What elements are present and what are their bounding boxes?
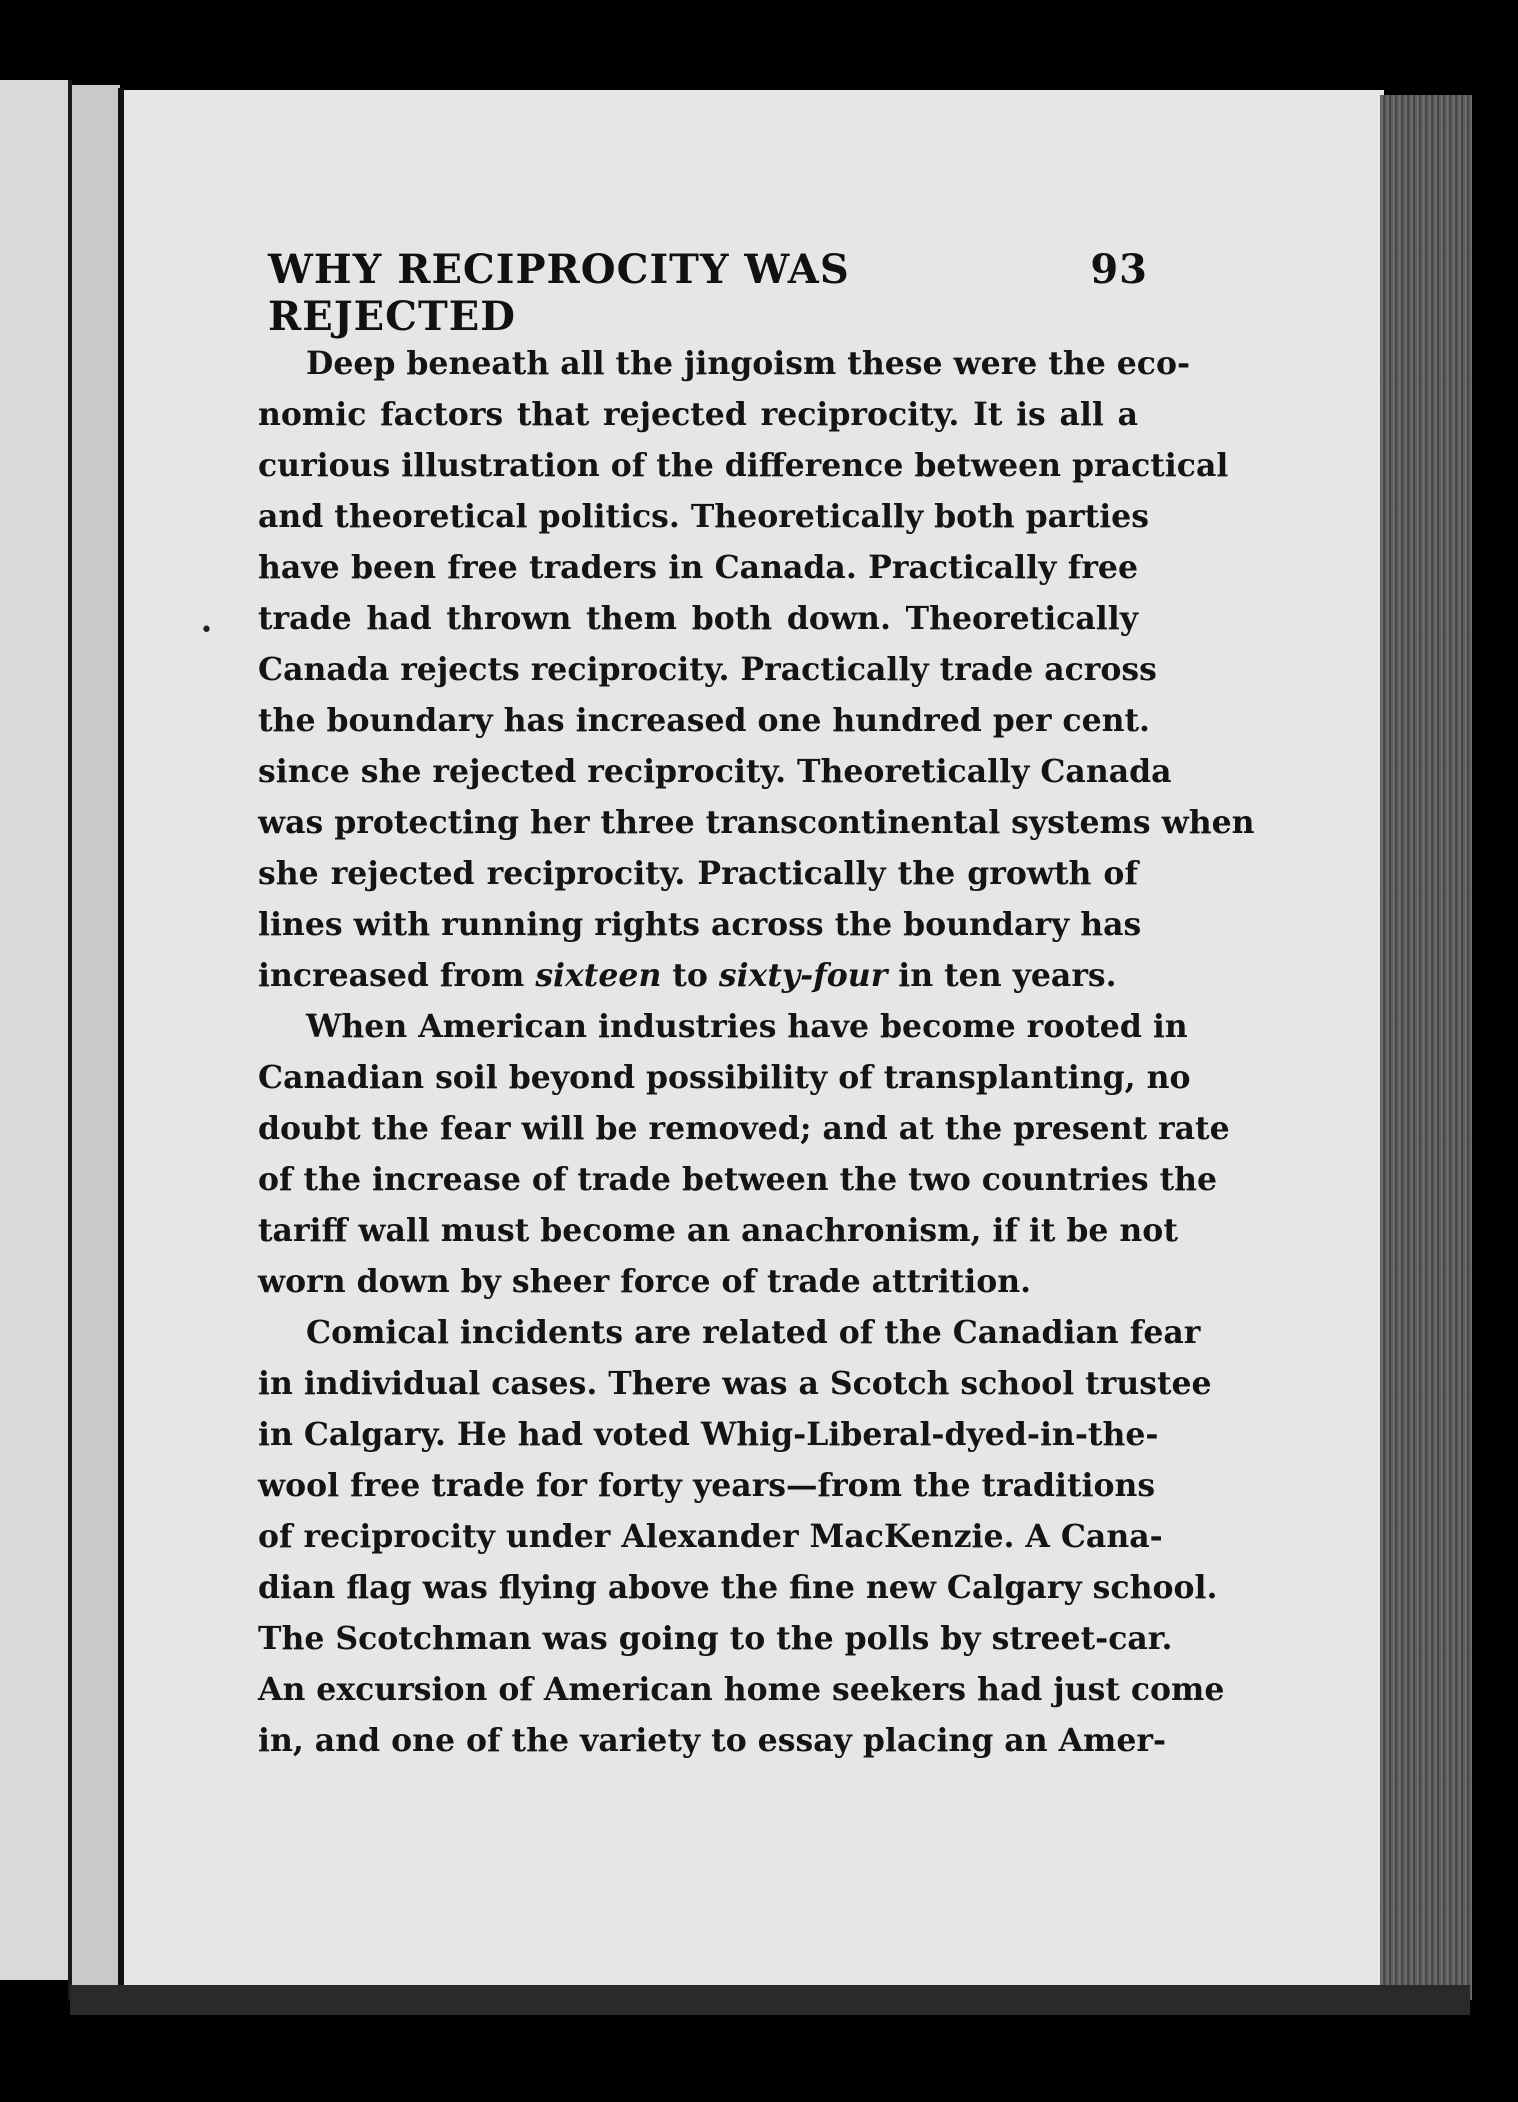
text-line: lines with running rights across the boundary has [258,906,1142,943]
stacked-page-edges [1380,95,1472,2000]
text-line: Comical incidents are related of the Canadian fear [306,1314,1201,1351]
paragraph-3 [258,1307,1225,1766]
text-line: curious illustration of the difference between practical [258,447,1229,484]
text-line: and theoretical politics. Theoretically both parties [258,498,1149,535]
margin-mark: • [200,618,213,643]
text-line: of reciprocity under Alexander MacKenzie. A Cana- [258,1518,1163,1555]
book-gutter [72,85,120,2000]
text-line: tariff wall must become an anachronism, if it be not [258,1212,1178,1249]
text-line: was protecting her three transcontinental systems when [258,804,1255,841]
text-line: wool free trade for forty years—from the traditions [258,1467,1156,1504]
text-line: since she rejected reciprocity. Theoretically Canada [258,753,1172,790]
page-bottom-shadow [70,1985,1470,2015]
facing-page-edge [0,80,68,1980]
text-run: to [661,957,719,994]
text-run: in ten years. [887,957,1117,994]
running-head-title: WHY RECIPROCITY WAS REJECTED [268,246,850,340]
text-line: of the increase of trade between the two countries the [258,1161,1218,1198]
text-line: Canada rejects reciprocity. Practically trade across [258,651,1157,688]
text-line: worn down by sheer force of trade attrition. [258,1263,1032,1300]
text-line: she rejected reciprocity. Practically the growth of [258,855,1138,892]
italic-run: sixteen [535,957,662,994]
text-line: dian flag was flying above the fine new Calgary school. [258,1569,1218,1606]
text-line: nomic factors that rejected reciprocity. It is all a [258,396,1138,433]
text-line: in, and one of the variety to essay placing an Amer- [258,1722,1167,1759]
page-number: 93 [1090,246,1148,293]
text-line: The Scotchman was going to the polls by street-car. [258,1620,1173,1657]
running-head [268,246,1148,340]
text-line: in Calgary. He had voted Whig-Liberal-dyed-in-the- [258,1416,1159,1453]
paragraph-2 [258,1001,1230,1307]
text-line: When American industries have become rooted in [306,1008,1188,1045]
text-line: Deep beneath all the jingoism these were the eco- [306,345,1191,382]
italic-run: sixty-four [718,957,888,994]
body-text [258,338,1255,1766]
text-line: the boundary has increased one hundred per cent. [258,702,1151,739]
text-line: doubt the fear will be removed; and at the present rate [258,1110,1230,1147]
text-line-final [258,950,1138,1001]
text-line: trade had thrown them both down. Theoretically [258,600,1138,637]
paragraph-1 [258,338,1255,1001]
text-line: in individual cases. There was a Scotch school trustee [258,1365,1212,1402]
text-line: have been free traders in Canada. Practically free [258,549,1138,586]
text-run: increased from [258,957,536,994]
text-line: Canadian soil beyond possibility of transplanting, no [258,1059,1191,1096]
text-line: An excursion of American home seekers had just come [258,1671,1225,1708]
